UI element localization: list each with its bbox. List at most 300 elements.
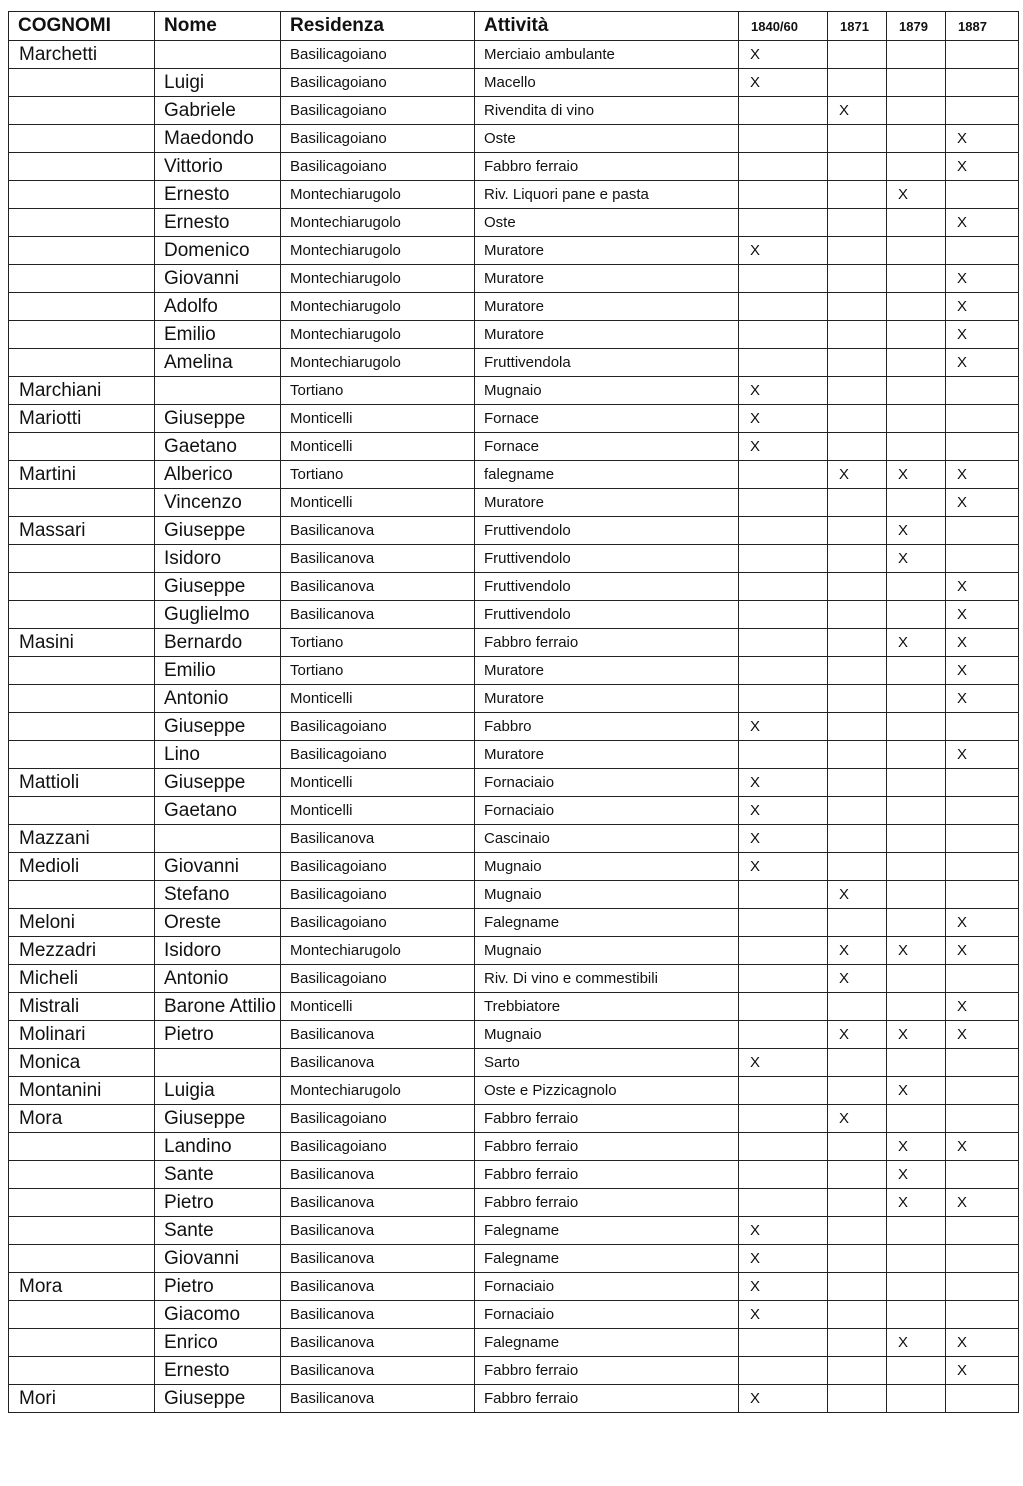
header-year-1887: 1887: [946, 12, 1019, 41]
table-row: [9, 97, 1019, 125]
cell-year-1871: [828, 41, 887, 69]
cell-attivita: Muratore: [475, 685, 739, 713]
table-row: [9, 153, 1019, 181]
table-row: [9, 1189, 1019, 1217]
table-row: [9, 321, 1019, 349]
cell-year-1840-60: X: [739, 1385, 828, 1413]
cell-year-1871: [828, 517, 887, 545]
cell-attivita: Muratore: [475, 293, 739, 321]
cell-year-1879: [887, 1105, 946, 1133]
cell-year-1879: [887, 769, 946, 797]
cell-cognome: Meloni: [9, 909, 155, 937]
table-row: [9, 405, 1019, 433]
cell-year-1879: [887, 209, 946, 237]
cell-year-1871: [828, 685, 887, 713]
cell-nome: Lino: [155, 741, 281, 769]
cell-year-1871: X: [828, 881, 887, 909]
cell-attivita: Fruttivendolo: [475, 601, 739, 629]
cell-attivita: Fornaciaio: [475, 1273, 739, 1301]
cell-attivita: Fruttivendola: [475, 349, 739, 377]
cell-year-1887: X: [946, 573, 1019, 601]
cell-year-1879: [887, 825, 946, 853]
table-row: [9, 629, 1019, 657]
cell-residenza: Montechiarugolo: [281, 321, 475, 349]
cell-attivita: Mugnaio: [475, 937, 739, 965]
cell-year-1871: [828, 573, 887, 601]
cell-year-1879: [887, 881, 946, 909]
cell-year-1840-60: [739, 293, 828, 321]
cell-year-1887: [946, 237, 1019, 265]
cell-year-1871: [828, 1049, 887, 1077]
cell-year-1840-60: [739, 1021, 828, 1049]
cell-residenza: Basilicagoiano: [281, 909, 475, 937]
cell-year-1879: [887, 489, 946, 517]
cell-year-1840-60: [739, 125, 828, 153]
cell-year-1840-60: X: [739, 433, 828, 461]
cell-year-1887: X: [946, 657, 1019, 685]
table-row: [9, 1161, 1019, 1189]
cell-nome: Giuseppe: [155, 713, 281, 741]
cell-attivita: Muratore: [475, 741, 739, 769]
cell-year-1887: X: [946, 1329, 1019, 1357]
cell-nome: Pietro: [155, 1021, 281, 1049]
cell-nome: Guglielmo: [155, 601, 281, 629]
register-sheet: [8, 11, 1018, 1413]
cell-year-1871: [828, 629, 887, 657]
cell-cognome: [9, 321, 155, 349]
cell-year-1887: X: [946, 993, 1019, 1021]
cell-year-1887: [946, 1217, 1019, 1245]
cell-residenza: Monticelli: [281, 433, 475, 461]
cell-cognome: [9, 545, 155, 573]
cell-year-1879: [887, 685, 946, 713]
cell-residenza: Basilicagoiano: [281, 125, 475, 153]
cell-nome: Maedondo: [155, 125, 281, 153]
table-row: [9, 181, 1019, 209]
table-row: [9, 573, 1019, 601]
cell-year-1840-60: [739, 629, 828, 657]
table-row: [9, 377, 1019, 405]
cell-year-1840-60: [739, 1189, 828, 1217]
cell-year-1871: [828, 181, 887, 209]
cell-nome: Giuseppe: [155, 573, 281, 601]
cell-residenza: Monticelli: [281, 797, 475, 825]
cell-cognome: Montanini: [9, 1077, 155, 1105]
cell-year-1871: [828, 1301, 887, 1329]
cell-year-1871: [828, 1189, 887, 1217]
cell-year-1887: [946, 797, 1019, 825]
cell-cognome: [9, 881, 155, 909]
cell-residenza: Basilicanova: [281, 1217, 475, 1245]
cell-year-1840-60: [739, 1105, 828, 1133]
cell-year-1879: X: [887, 1189, 946, 1217]
register-body: [9, 41, 1019, 1413]
cell-cognome: [9, 433, 155, 461]
cell-residenza: Basilicanova: [281, 1357, 475, 1385]
cell-year-1871: [828, 853, 887, 881]
cell-residenza: Basilicanova: [281, 573, 475, 601]
cell-year-1840-60: [739, 881, 828, 909]
cell-nome: Giuseppe: [155, 1105, 281, 1133]
cell-year-1840-60: [739, 545, 828, 573]
table-row: [9, 741, 1019, 769]
cell-residenza: Basilicanova: [281, 1189, 475, 1217]
cell-residenza: Basilicanova: [281, 1245, 475, 1273]
cell-year-1887: [946, 1385, 1019, 1413]
cell-attivita: Trebbiatore: [475, 993, 739, 1021]
cell-year-1840-60: [739, 573, 828, 601]
cell-residenza: Basilicanova: [281, 601, 475, 629]
cell-year-1871: [828, 545, 887, 573]
cell-year-1887: [946, 41, 1019, 69]
cell-year-1879: [887, 573, 946, 601]
cell-year-1887: X: [946, 209, 1019, 237]
table-row: [9, 209, 1019, 237]
cell-year-1887: [946, 405, 1019, 433]
cell-nome: Gabriele: [155, 97, 281, 125]
cell-year-1871: [828, 209, 887, 237]
cell-nome: Amelina: [155, 349, 281, 377]
cell-nome: Stefano: [155, 881, 281, 909]
cell-year-1840-60: X: [739, 41, 828, 69]
cell-nome: Sante: [155, 1217, 281, 1245]
cell-cognome: Molinari: [9, 1021, 155, 1049]
cell-nome: Giovanni: [155, 1245, 281, 1273]
cell-year-1879: [887, 601, 946, 629]
cell-year-1879: X: [887, 1077, 946, 1105]
cell-year-1879: X: [887, 937, 946, 965]
cell-residenza: Basilicagoiano: [281, 69, 475, 97]
header-cognomi: COGNOMI: [9, 12, 155, 41]
cell-attivita: Fabbro ferraio: [475, 153, 739, 181]
cell-nome: Ernesto: [155, 209, 281, 237]
cell-attivita: Merciaio ambulante: [475, 41, 739, 69]
cell-year-1871: [828, 153, 887, 181]
cell-year-1871: [828, 433, 887, 461]
cell-year-1840-60: [739, 965, 828, 993]
cell-year-1887: [946, 1273, 1019, 1301]
cell-nome: Enrico: [155, 1329, 281, 1357]
cell-year-1840-60: [739, 601, 828, 629]
cell-year-1887: X: [946, 1133, 1019, 1161]
cell-nome: Giovanni: [155, 265, 281, 293]
cell-residenza: Basilicanova: [281, 545, 475, 573]
cell-year-1840-60: [739, 265, 828, 293]
cell-attivita: Rivendita di vino: [475, 97, 739, 125]
cell-nome: [155, 825, 281, 853]
table-row: [9, 1133, 1019, 1161]
cell-year-1871: [828, 769, 887, 797]
cell-cognome: [9, 349, 155, 377]
cell-year-1879: [887, 237, 946, 265]
cell-year-1879: [887, 1357, 946, 1385]
cell-year-1871: [828, 713, 887, 741]
cell-residenza: Montechiarugolo: [281, 349, 475, 377]
cell-year-1887: [946, 545, 1019, 573]
cell-year-1840-60: X: [739, 713, 828, 741]
cell-year-1871: [828, 1245, 887, 1273]
cell-year-1879: [887, 125, 946, 153]
cell-year-1840-60: X: [739, 1245, 828, 1273]
cell-year-1879: [887, 965, 946, 993]
cell-year-1840-60: [739, 181, 828, 209]
table-row: [9, 1385, 1019, 1413]
cell-year-1887: [946, 853, 1019, 881]
cell-cognome: Monica: [9, 1049, 155, 1077]
cell-nome: Domenico: [155, 237, 281, 265]
cell-year-1879: [887, 741, 946, 769]
cell-attivita: Falegname: [475, 1329, 739, 1357]
cell-year-1887: X: [946, 349, 1019, 377]
cell-year-1887: [946, 69, 1019, 97]
cell-year-1871: [828, 293, 887, 321]
cell-year-1840-60: X: [739, 769, 828, 797]
cell-cognome: [9, 69, 155, 97]
cell-cognome: Mori: [9, 1385, 155, 1413]
table-row: [9, 517, 1019, 545]
cell-cognome: Martini: [9, 461, 155, 489]
cell-cognome: [9, 489, 155, 517]
cell-nome: [155, 377, 281, 405]
cell-nome: Gaetano: [155, 797, 281, 825]
cell-year-1840-60: [739, 209, 828, 237]
cell-year-1840-60: X: [739, 1301, 828, 1329]
cell-year-1840-60: X: [739, 1217, 828, 1245]
cell-cognome: [9, 601, 155, 629]
cell-nome: Giuseppe: [155, 1385, 281, 1413]
cell-nome: Antonio: [155, 965, 281, 993]
cell-year-1879: X: [887, 1329, 946, 1357]
cell-nome: Landino: [155, 1133, 281, 1161]
cell-nome: Giovanni: [155, 853, 281, 881]
cell-attivita: falegname: [475, 461, 739, 489]
table-row: [9, 349, 1019, 377]
cell-year-1887: [946, 377, 1019, 405]
cell-year-1879: X: [887, 629, 946, 657]
header-row: [9, 12, 1019, 41]
cell-year-1879: [887, 433, 946, 461]
cell-year-1879: [887, 321, 946, 349]
cell-residenza: Monticelli: [281, 685, 475, 713]
cell-year-1879: [887, 265, 946, 293]
watermark-text: [0, 1448, 1023, 1465]
cell-cognome: [9, 741, 155, 769]
cell-year-1887: X: [946, 601, 1019, 629]
cell-residenza: Basilicagoiano: [281, 1105, 475, 1133]
header-year-1879: 1879: [887, 12, 946, 41]
cell-year-1887: [946, 1301, 1019, 1329]
cell-year-1887: [946, 881, 1019, 909]
header-year-1840-60: 1840/60: [739, 12, 828, 41]
cell-attivita: Mugnaio: [475, 853, 739, 881]
cell-cognome: [9, 97, 155, 125]
cell-cognome: [9, 713, 155, 741]
cell-residenza: Tortiano: [281, 461, 475, 489]
table-row: [9, 1077, 1019, 1105]
cell-nome: Pietro: [155, 1189, 281, 1217]
cell-cognome: Massari: [9, 517, 155, 545]
cell-nome: Giacomo: [155, 1301, 281, 1329]
cell-year-1871: [828, 1357, 887, 1385]
cell-year-1871: X: [828, 937, 887, 965]
cell-residenza: Monticelli: [281, 405, 475, 433]
cell-year-1887: [946, 1049, 1019, 1077]
cell-attivita: Muratore: [475, 489, 739, 517]
cell-year-1879: [887, 349, 946, 377]
cell-year-1887: X: [946, 937, 1019, 965]
cell-residenza: Montechiarugolo: [281, 209, 475, 237]
cell-residenza: Basilicagoiano: [281, 741, 475, 769]
cell-year-1887: [946, 517, 1019, 545]
cell-year-1887: [946, 1077, 1019, 1105]
cell-cognome: [9, 1133, 155, 1161]
table-row: [9, 1273, 1019, 1301]
cell-year-1887: X: [946, 125, 1019, 153]
table-row: [9, 237, 1019, 265]
table-row: [9, 909, 1019, 937]
cell-cognome: [9, 181, 155, 209]
cell-cognome: [9, 797, 155, 825]
cell-year-1887: X: [946, 909, 1019, 937]
table-row: [9, 825, 1019, 853]
cell-attivita: Fornaciaio: [475, 769, 739, 797]
table-row: [9, 545, 1019, 573]
cell-year-1887: X: [946, 461, 1019, 489]
cell-attivita: Fabbro ferraio: [475, 1105, 739, 1133]
cell-residenza: Basilicanova: [281, 825, 475, 853]
table-row: [9, 1105, 1019, 1133]
cell-year-1887: [946, 1105, 1019, 1133]
cell-year-1879: X: [887, 1133, 946, 1161]
cell-year-1887: [946, 181, 1019, 209]
cell-year-1871: [828, 993, 887, 1021]
cell-attivita: Sarto: [475, 1049, 739, 1077]
cell-attivita: Fabbro ferraio: [475, 1357, 739, 1385]
cell-nome: Ernesto: [155, 181, 281, 209]
cell-year-1887: [946, 825, 1019, 853]
cell-residenza: Montechiarugolo: [281, 293, 475, 321]
table-row: [9, 657, 1019, 685]
cell-year-1887: [946, 433, 1019, 461]
cell-residenza: Basilicagoiano: [281, 881, 475, 909]
cell-year-1887: X: [946, 321, 1019, 349]
cell-attivita: Mugnaio: [475, 881, 739, 909]
cell-attivita: Fabbro ferraio: [475, 1161, 739, 1189]
cell-year-1840-60: [739, 685, 828, 713]
cell-year-1879: [887, 1217, 946, 1245]
cell-nome: Antonio: [155, 685, 281, 713]
cell-year-1871: [828, 1217, 887, 1245]
table-row: [9, 881, 1019, 909]
cell-attivita: Muratore: [475, 265, 739, 293]
cell-nome: Vincenzo: [155, 489, 281, 517]
cell-year-1871: [828, 741, 887, 769]
cell-cognome: [9, 1245, 155, 1273]
cell-year-1879: [887, 993, 946, 1021]
cell-residenza: Basilicanova: [281, 1161, 475, 1189]
cell-cognome: [9, 1217, 155, 1245]
cell-year-1879: [887, 1049, 946, 1077]
cell-year-1871: [828, 601, 887, 629]
table-row: [9, 993, 1019, 1021]
cell-attivita: Riv. Liquori pane e pasta: [475, 181, 739, 209]
cell-nome: Ernesto: [155, 1357, 281, 1385]
cell-cognome: Mazzani: [9, 825, 155, 853]
cell-attivita: Fruttivendolo: [475, 545, 739, 573]
cell-cognome: Micheli: [9, 965, 155, 993]
table-row: [9, 713, 1019, 741]
cell-residenza: Tortiano: [281, 629, 475, 657]
cell-cognome: [9, 657, 155, 685]
cell-year-1871: [828, 1133, 887, 1161]
cell-year-1879: X: [887, 461, 946, 489]
cell-attivita: Muratore: [475, 321, 739, 349]
cell-residenza: Montechiarugolo: [281, 181, 475, 209]
cell-year-1871: [828, 321, 887, 349]
cell-attivita: Fabbro ferraio: [475, 629, 739, 657]
cell-year-1871: [828, 237, 887, 265]
cell-year-1871: [828, 405, 887, 433]
cell-nome: Adolfo: [155, 293, 281, 321]
cell-year-1871: [828, 1077, 887, 1105]
cell-cognome: [9, 265, 155, 293]
cell-nome: Giuseppe: [155, 769, 281, 797]
cell-cognome: [9, 685, 155, 713]
table-row: [9, 853, 1019, 881]
cell-nome: Isidoro: [155, 545, 281, 573]
register-table: [8, 11, 1019, 1413]
watermark-logo: [0, 1463, 1023, 1486]
cell-cognome: Mora: [9, 1273, 155, 1301]
cell-year-1879: [887, 1273, 946, 1301]
cell-cognome: Mariotti: [9, 405, 155, 433]
cell-year-1871: X: [828, 461, 887, 489]
cell-year-1840-60: X: [739, 853, 828, 881]
cell-residenza: Basilicanova: [281, 1021, 475, 1049]
cell-year-1879: [887, 797, 946, 825]
cell-year-1840-60: X: [739, 69, 828, 97]
cell-year-1871: X: [828, 965, 887, 993]
cell-attivita: Muratore: [475, 237, 739, 265]
cell-attivita: Fornaciaio: [475, 1301, 739, 1329]
cell-year-1879: X: [887, 181, 946, 209]
table-row: [9, 685, 1019, 713]
cell-cognome: Mezzadri: [9, 937, 155, 965]
cell-attivita: Falegname: [475, 1217, 739, 1245]
cell-cognome: [9, 209, 155, 237]
cell-nome: Sante: [155, 1161, 281, 1189]
cell-year-1840-60: [739, 1133, 828, 1161]
table-row: [9, 265, 1019, 293]
cell-year-1879: [887, 657, 946, 685]
table-row: [9, 769, 1019, 797]
cell-nome: [155, 41, 281, 69]
cell-year-1879: [887, 909, 946, 937]
cell-year-1840-60: [739, 937, 828, 965]
cell-residenza: Basilicanova: [281, 1301, 475, 1329]
cell-residenza: Montechiarugolo: [281, 265, 475, 293]
cell-attivita: Mugnaio: [475, 1021, 739, 1049]
cell-year-1879: [887, 293, 946, 321]
cell-year-1840-60: [739, 1357, 828, 1385]
cell-attivita: Mugnaio: [475, 377, 739, 405]
table-row: [9, 489, 1019, 517]
cell-attivita: Muratore: [475, 657, 739, 685]
cell-year-1840-60: X: [739, 1273, 828, 1301]
cell-residenza: Basilicagoiano: [281, 853, 475, 881]
cell-year-1887: X: [946, 1021, 1019, 1049]
cell-nome: Alberico: [155, 461, 281, 489]
